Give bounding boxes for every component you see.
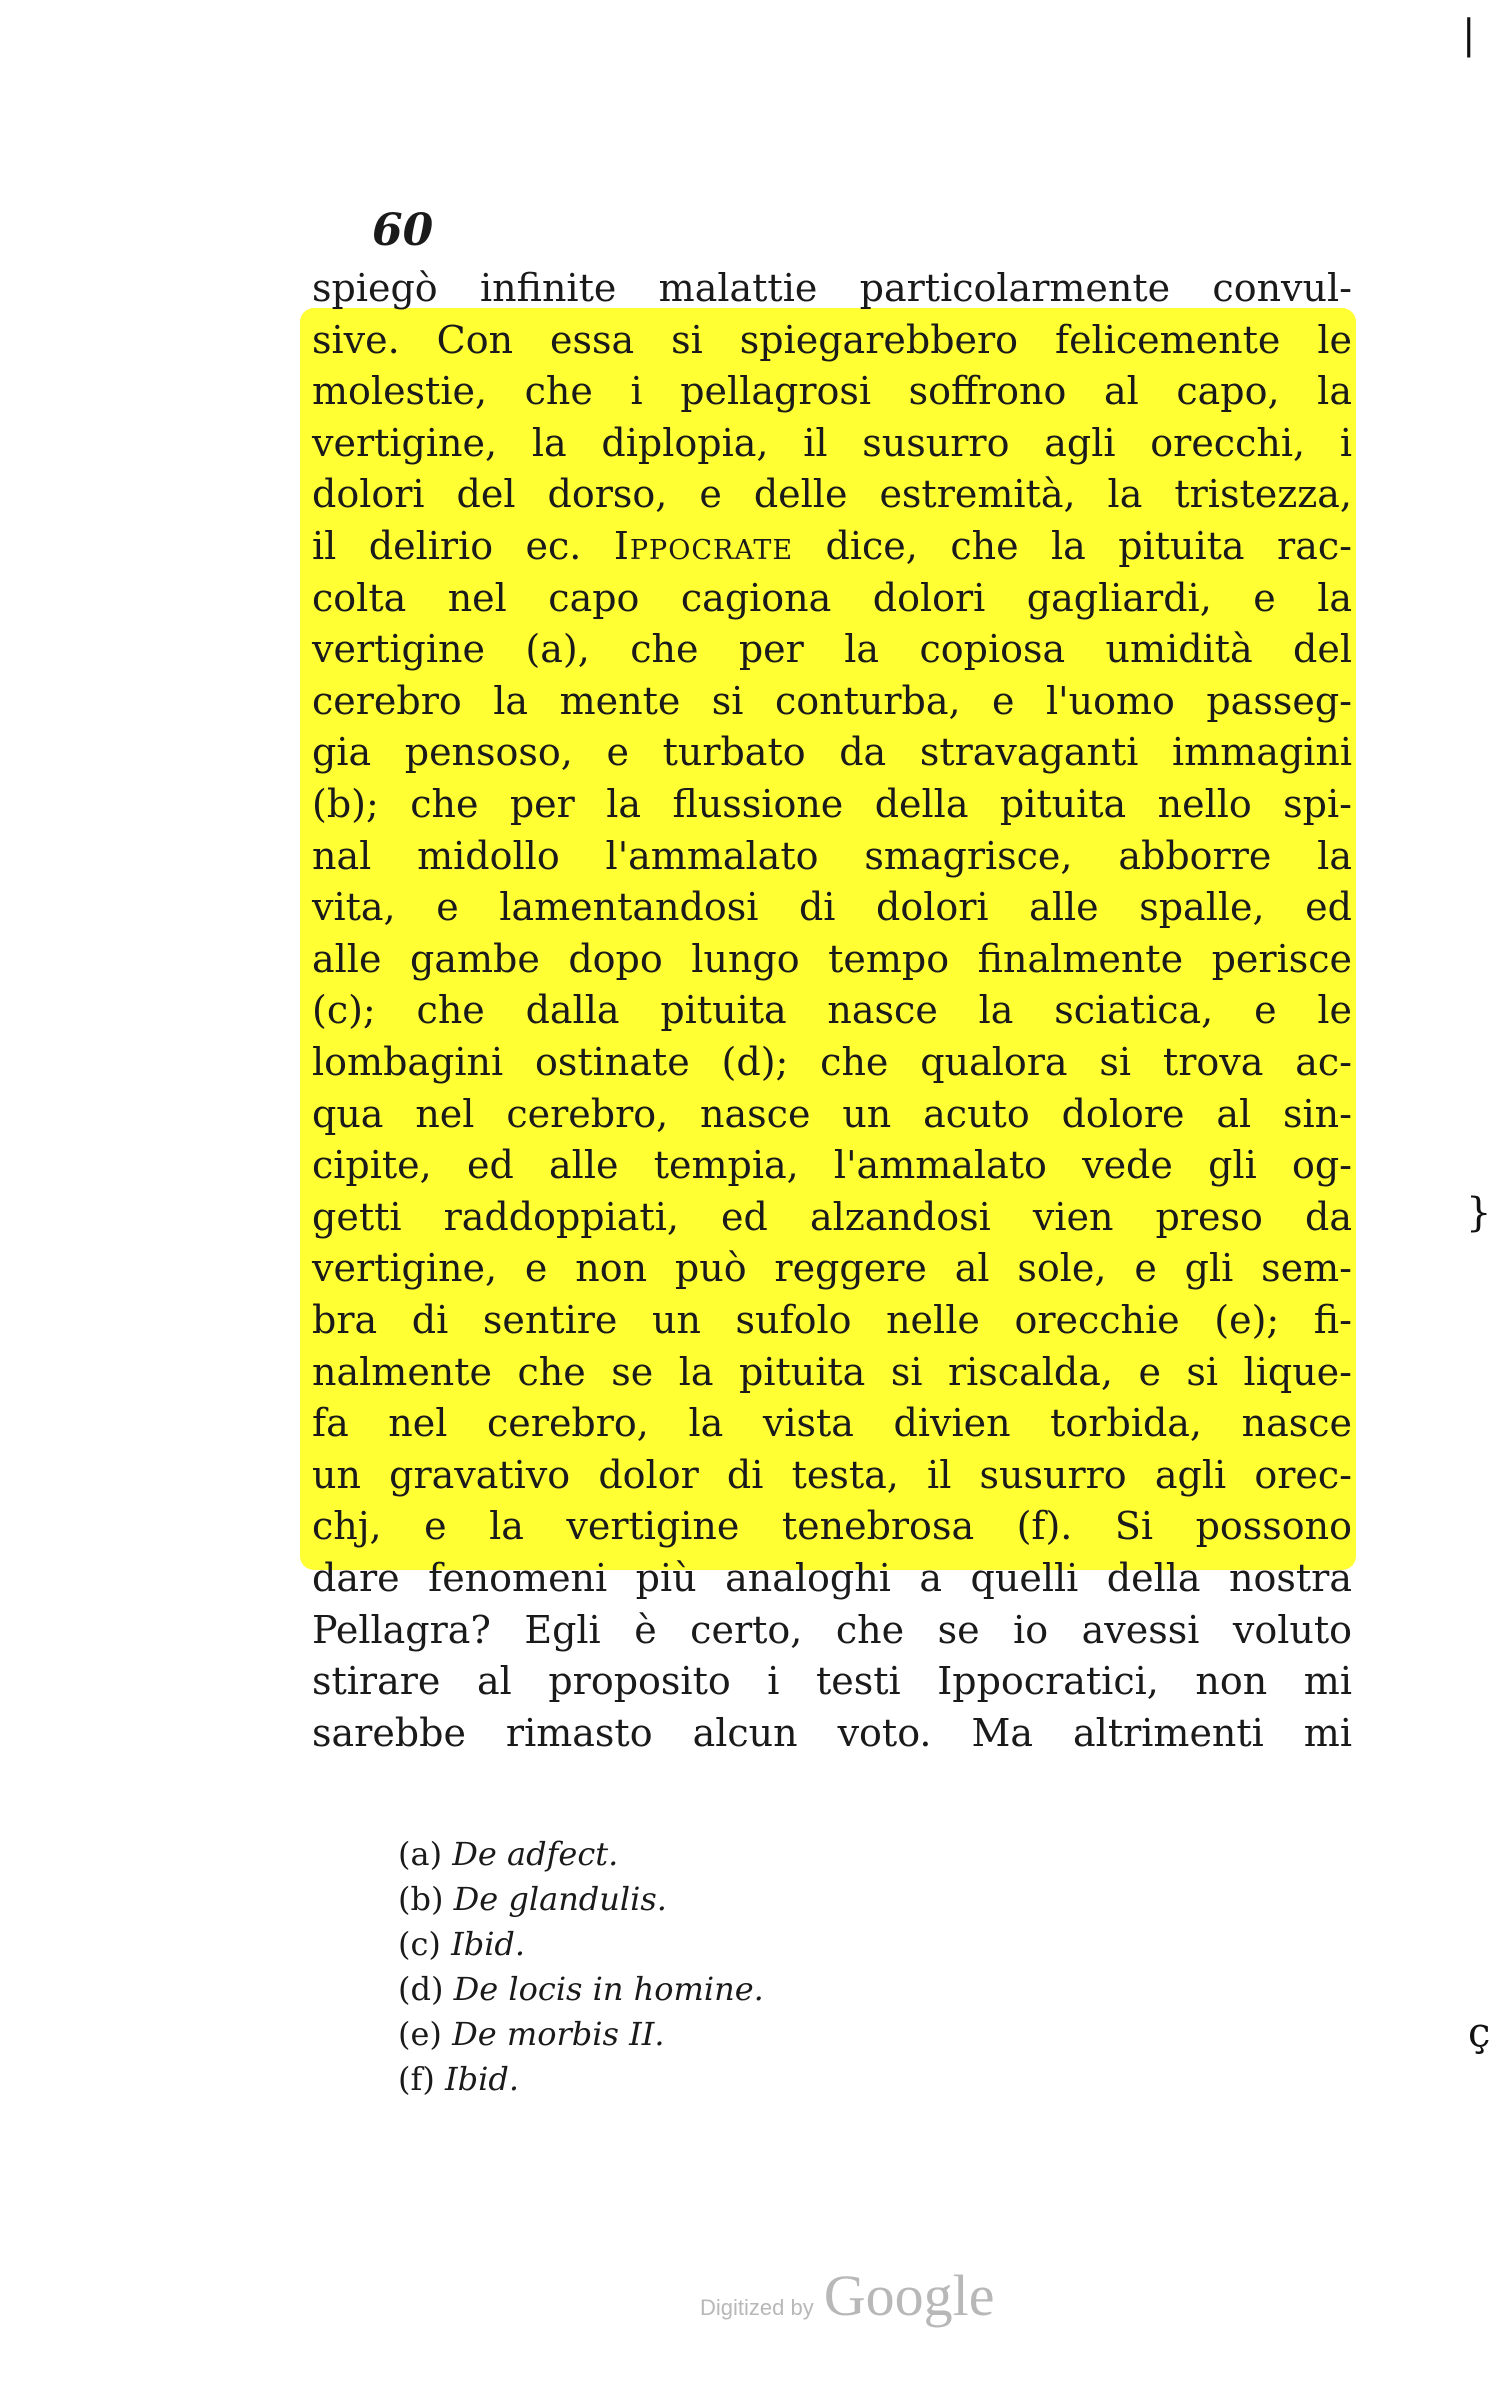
text-line: alle gambe dopo lungo tempo finalmente perisce [312, 936, 1352, 981]
google-logo: Google [823, 2263, 995, 2328]
text-line: dolori del dorso, e delle estremità, la tristezza, [312, 472, 1352, 517]
margin-mark-bottom: ç [1468, 2010, 1491, 2056]
footnote [398, 1832, 618, 1876]
text-line: un gravativo dolor di testa, il susurro agli orec- [312, 1452, 1352, 1497]
text-line: (c); che dalla pituita nasce la sciatica, e le [312, 988, 1352, 1033]
text-line: gia pensoso, e turbato da stravaganti immagini [312, 730, 1352, 775]
text-line: molestie, che i pellagrosi soffrono al capo, la [312, 369, 1352, 414]
text-line: bra di sentire un sufolo nelle orecchie (e); fi- [312, 1298, 1352, 1342]
footnote-mark: (c) [398, 1925, 441, 1963]
line-segment: sive. [312, 317, 400, 362]
text-line: vertigine (a), che per la copiosa umidità del [312, 627, 1352, 672]
highlighted-segment: Con essa si spiegarebbero felicemente le [436, 317, 1352, 362]
author-name: Ippocrate [613, 524, 794, 568]
margin-mark-right: } [1466, 1190, 1491, 1236]
text-line: qua nel cerebro, nasce un acuto dolore al sin- [312, 1091, 1352, 1136]
footnote-mark: (a) [398, 1835, 443, 1873]
text-line: getti raddoppiati, ed alzandosi vien preso da [312, 1194, 1352, 1239]
footnote [398, 2057, 519, 2101]
text-line: cipite, ed alle tempia, l'ammalato vede gli og- [312, 1143, 1352, 1188]
footnote-text: De glandulis. [453, 1880, 667, 1918]
footnote [398, 1877, 667, 1921]
text-line: nalmente che se la pituita si riscalda, e si lique- [312, 1349, 1352, 1394]
text-line: stirare al proposito i testi Ippocratici, non mi [312, 1659, 1352, 1704]
watermark-caption: Digitized by [700, 2295, 814, 2320]
footnote-mark: (f) [398, 2060, 435, 2098]
footnote-mark: (b) [398, 1880, 444, 1918]
text-line: vita, e lamentandosi di dolori alle spalle, ed [312, 885, 1352, 930]
footnote [398, 1922, 525, 1966]
line-segment: Si possono [1114, 1504, 1352, 1549]
footnote-text: De morbis II. [452, 2015, 665, 2053]
footnote-text: De adfect. [452, 1835, 619, 1873]
text-line [312, 1500, 1352, 1552]
footnote-text: Ibid. [451, 1925, 526, 1963]
footnote-text: Ibid. [444, 2060, 519, 2098]
digitized-watermark [700, 2262, 994, 2329]
text-line: dare fenomeni più analoghi a quelli della nostra [312, 1556, 1352, 1600]
text-line: nal midollo l'ammalato smagrisce, abborre la [312, 833, 1352, 878]
text-line: colta nel capo cagiona dolori gagliardi, e la [312, 575, 1352, 620]
footnote-text: De locis in homine. [453, 1970, 764, 2008]
text-line [312, 520, 1352, 572]
footnote [398, 1967, 764, 2011]
text-line: fa nel cerebro, la vista divien torbida, nasce [312, 1401, 1352, 1446]
line-segment: dice, che la pituita rac- [825, 524, 1352, 568]
text-line: sarebbe rimasto alcun voto. Ma altrimenti mi [312, 1710, 1352, 1755]
text-line: cerebro la mente si conturba, e l'uomo passeg- [312, 678, 1352, 723]
text-line: (b); che per la flussione della pituita nello spi- [312, 782, 1352, 826]
margin-mark-top: | [1462, 12, 1476, 58]
page-number: 60 [372, 205, 434, 256]
text-line: spiegò infinite malattie particolarmente convul- [312, 266, 1352, 310]
footnote-mark: (d) [398, 1970, 444, 2008]
text-line [312, 314, 1352, 366]
text-line: Pellagra? Egli è certo, che se io avessi voluto [312, 1607, 1352, 1652]
text-line: lombagini ostinate (d); che qualora si trova ac- [312, 1040, 1352, 1084]
footnote [398, 2012, 665, 2056]
text-line: vertigine, la diplopia, il susurro agli orecchi, i [312, 420, 1352, 465]
line-segment: il delirio ec. [312, 524, 582, 568]
footnote-mark: (e) [398, 2015, 442, 2053]
highlighted-segment: chj, e la vertigine tenebrosa (f). [312, 1504, 1073, 1549]
text-line: vertigine, e non può reggere al sole, e gli sem- [312, 1246, 1352, 1291]
